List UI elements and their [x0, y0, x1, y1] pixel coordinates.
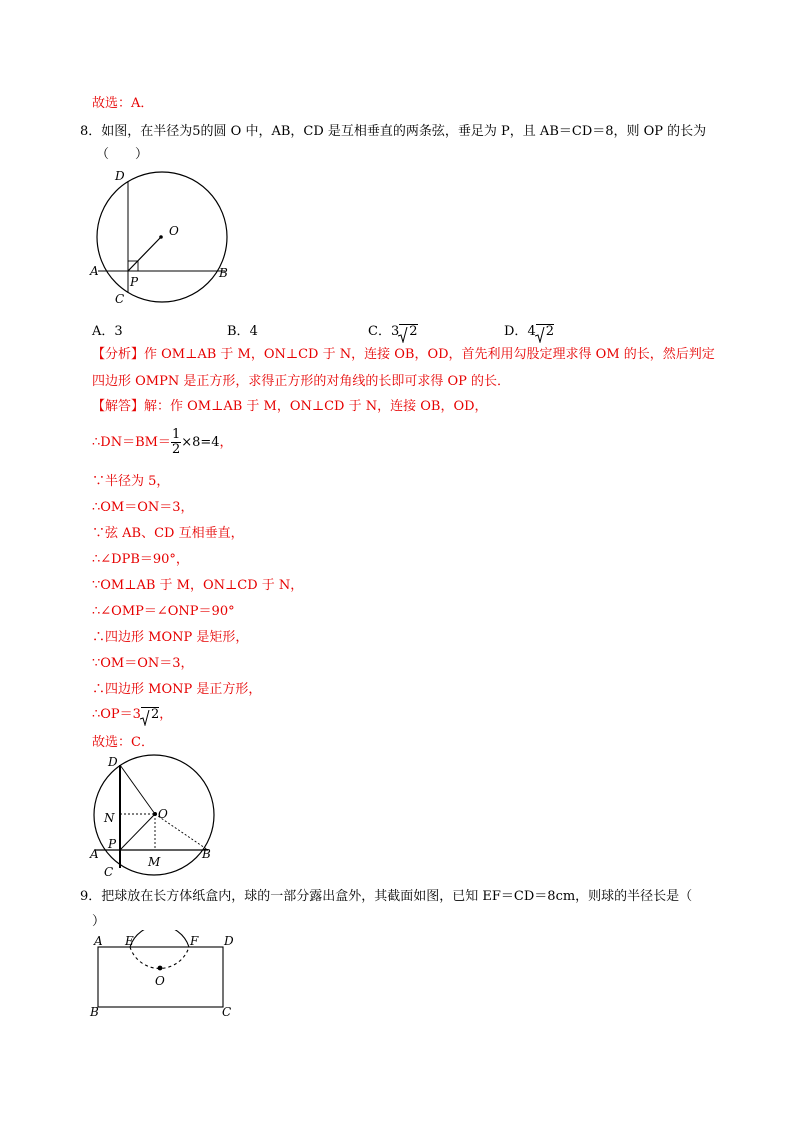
- q9-close: ）: [92, 914, 106, 929]
- label-a: A: [90, 264, 99, 278]
- q9-line: [80, 888, 692, 906]
- solution-head: 【解答】解：作 OM⊥AB 于 M，ON⊥CD 于 N，连接 OB，OD，: [92, 399, 488, 414]
- center-o: [153, 812, 157, 816]
- q8-text: 如图，在半径为5的圆 O 中，AB，CD 是互相垂直的两条弦，垂足为 P，且 AB＝CD＝8，则 OP 的长为: [101, 124, 707, 139]
- sqrt-symbol: 2: [399, 324, 417, 339]
- sqrt-symbol: 2: [536, 324, 554, 339]
- label-d: D: [115, 169, 125, 183]
- analysis-line-1: 【分析】作 OM⊥AB 于 M，ON⊥CD 于 N，连接 OB，OD，首先利用勾股定理求得 OM 的长，然后判定: [92, 347, 715, 362]
- solution-step-9: ∴四边形 MONP 是正方形，: [92, 682, 262, 697]
- solution-step-8: ∵OM＝ON＝3，: [92, 656, 194, 671]
- label-c: C: [115, 292, 125, 306]
- center-o: [159, 235, 163, 239]
- option-d: D．4 2: [504, 320, 554, 339]
- ball-arc-exposed: [130, 930, 189, 947]
- q8-line: [80, 123, 706, 141]
- label-b: B: [90, 1005, 99, 1019]
- label-p: P: [108, 837, 117, 851]
- option-a: A．3: [92, 324, 123, 339]
- prev-answer-line: 故选：A．: [92, 96, 154, 111]
- q8-number: 8．: [80, 124, 102, 139]
- q8-blank: （ ）: [96, 147, 149, 162]
- label-c: C: [222, 1005, 232, 1019]
- q9-number: 9．: [80, 889, 102, 904]
- label-n: N: [104, 811, 115, 825]
- q8-figure: [84, 165, 244, 319]
- solution-step-4: ∴∠DPB＝90°，: [92, 552, 189, 567]
- center-o: [158, 966, 163, 971]
- solution-step-5: ∵OM⊥AB 于 M，ON⊥CD 于 N，: [92, 578, 304, 593]
- label-d: D: [224, 934, 234, 948]
- option-c: C．3 2: [368, 320, 418, 339]
- solution-step-1: ∵半径为 5，: [92, 474, 170, 489]
- label-o: O: [155, 974, 165, 988]
- solution-step-2: ∴OM＝ON＝3，: [92, 500, 194, 515]
- label-o: O: [169, 224, 179, 238]
- q9-text: 把球放在长方体纸盒内，球的一部分露出盒外，其截面如图，已知 EF＝CD＝8cm，则球的半径长是（: [101, 889, 693, 904]
- solution-step-6: ∴∠OMP＝∠ONP＝90°: [92, 604, 235, 619]
- analysis-line-2: 四边形 OMPN 是正方形，求得正方形的对角线的长即可求得 OP 的长．: [92, 374, 511, 389]
- solution-answer: 故选：C．: [92, 735, 154, 750]
- label-o: O: [158, 807, 168, 821]
- label-a: A: [94, 934, 103, 948]
- label-f: F: [190, 934, 199, 948]
- q9-figure: [84, 930, 244, 1026]
- label-m: M: [148, 855, 161, 869]
- option-b: B．4: [227, 324, 258, 339]
- ball-arc-hidden: [130, 947, 189, 968]
- segment-od: [120, 765, 155, 814]
- fraction-half: $\frac{1}{2}$: [171, 427, 181, 457]
- label-e: E: [125, 934, 134, 948]
- segment-op: [120, 814, 155, 850]
- solution-final: ∴OP＝3 2，: [92, 706, 172, 724]
- label-b: B: [202, 847, 211, 861]
- label-c: C: [104, 865, 114, 879]
- solution-step-7: ∴四边形 MONP 是矩形，: [92, 630, 249, 645]
- solution-eq1: ∴DN＝BM＝ $\frac{1}{2}$ ×8=4，: [92, 427, 233, 457]
- solution-step-3: ∵弦 AB、CD 互相垂直，: [92, 526, 244, 541]
- segment-op: [128, 237, 161, 271]
- label-d: D: [108, 755, 118, 769]
- label-a: A: [90, 847, 99, 861]
- solution-figure: [84, 752, 224, 886]
- label-b: B: [219, 266, 228, 280]
- sqrt-symbol: 2: [141, 707, 159, 722]
- label-p: P: [130, 275, 139, 289]
